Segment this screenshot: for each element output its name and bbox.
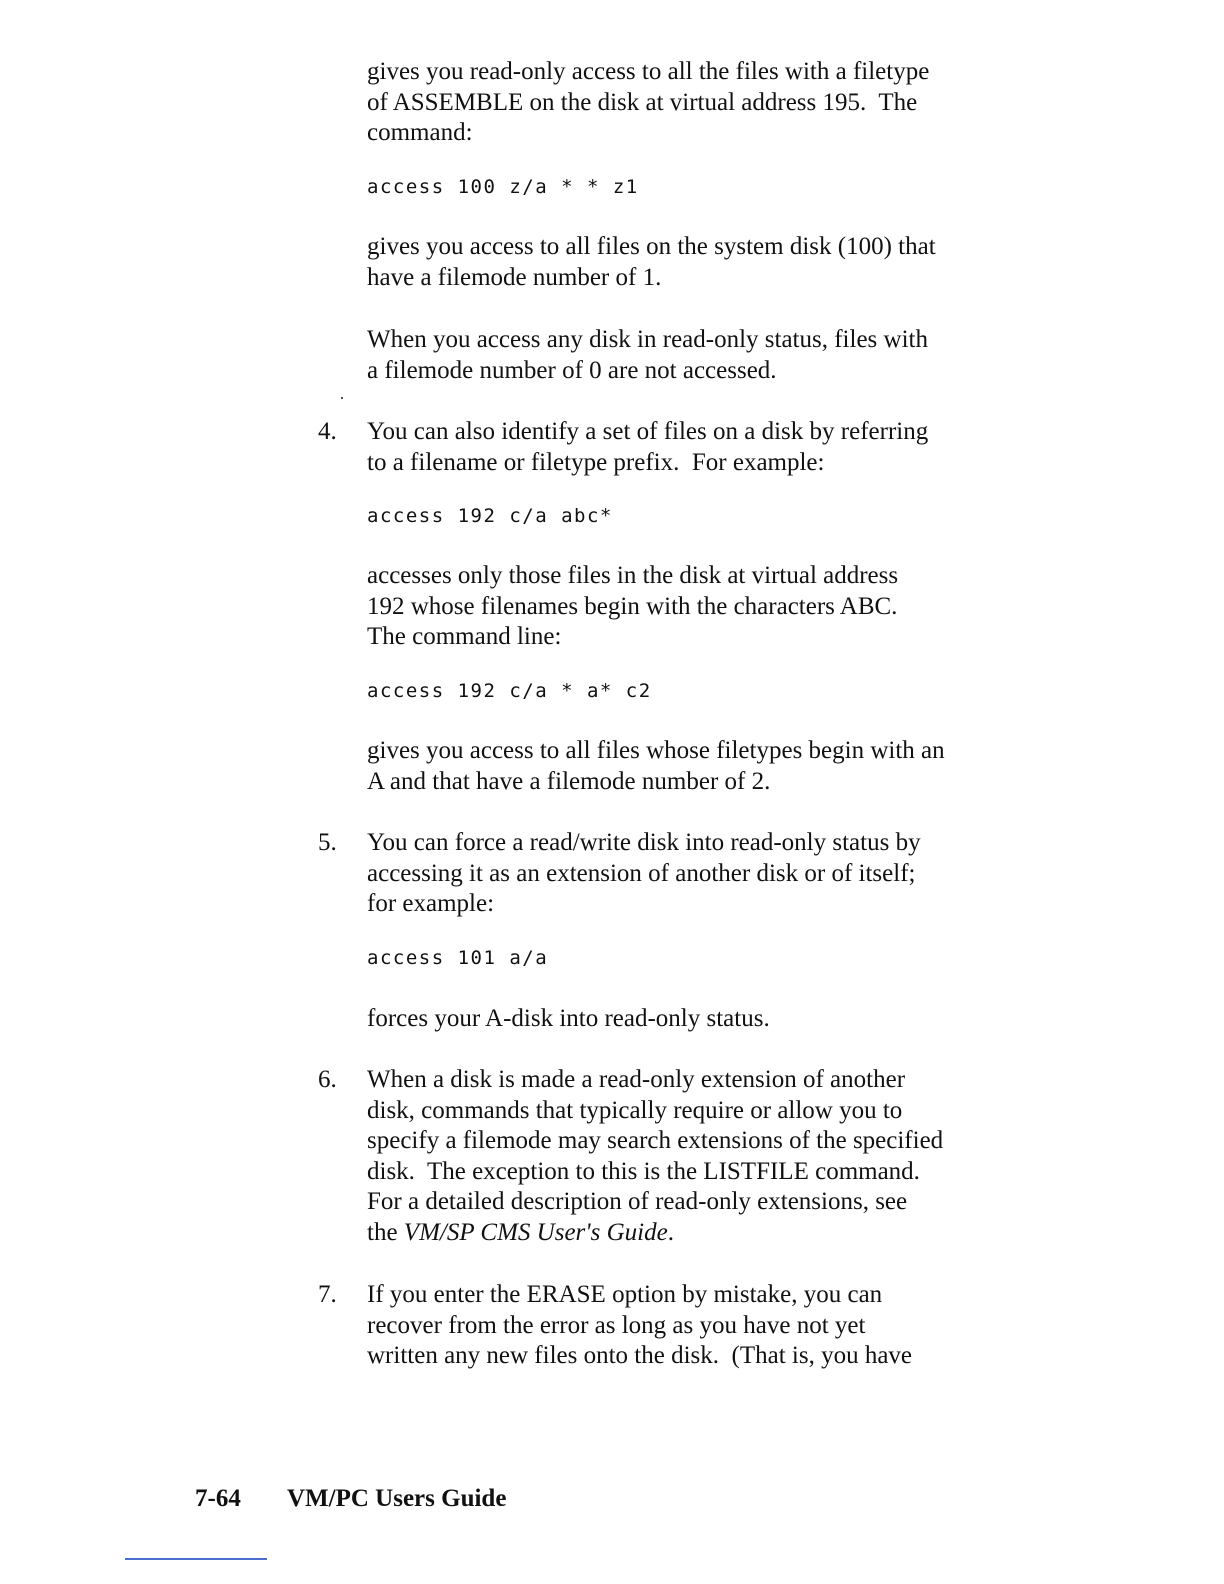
footer-rule (125, 1558, 267, 1560)
paragraph-filetype-prefix: gives you access to all files whose filetypes begin with an A and that have a filemode number of 2. (367, 737, 945, 795)
footer-title: VM/PC Users Guide (287, 1485, 507, 1512)
list-item-5-text: You can force a read/write disk into read-only status by accessing it as an extension of another disk or of itself; for example: (367, 829, 921, 918)
list-item-4-text: You can also identify a set of files on a disk by referring to a filename or filetype prefix. For example: (367, 418, 929, 476)
scan-speck (341, 397, 343, 399)
book-title-reference: VM/SP CMS User's Guide (403, 1219, 668, 1246)
list-number-4: 4. (318, 418, 337, 445)
list-item-7-text: If you enter the ERASE option by mistake, you can recover from the error as long as you have not yet written any new files onto the disk. (That is, you have (367, 1281, 913, 1370)
code-example-access-192-abc: access 192 c/a abc* (367, 505, 613, 527)
list-number-5: 5. (318, 829, 337, 856)
list-number-7: 7. (318, 1281, 337, 1308)
paragraph-a-disk-read-only: forces your A-disk into read-only status. (367, 1005, 770, 1032)
paragraph-read-only-status: When you access any disk in read-only status, files with a filemode number of 0 are not accessed. (367, 326, 928, 384)
list-item-6-text: When a disk is made a read-only extension of another disk, commands that typically require or allow you to specify a filemode may search extensions of the specified disk. The exception to this is the LISTFILE command. For a detailed description of read-only extensions, see (367, 1066, 944, 1216)
code-example-access-101: access 101 a/a (367, 947, 549, 969)
last-line-prefix: the (367, 1219, 404, 1246)
paragraph-assemble-access: gives you read-only access to all the files with a filetype of ASSEMBLE on the disk at virtual address 195. The command: (367, 58, 930, 147)
list-item-6-last-line (367, 1218, 674, 1249)
paragraph-filename-prefix: accesses only those files in the disk at virtual address 192 whose filenames begin with the characters ABC. The command line: (367, 562, 899, 651)
paragraph-system-disk: gives you access to all files on the system disk (100) that have a filemode number of 1. (367, 233, 936, 291)
last-line-suffix: . (667, 1219, 674, 1246)
code-example-access-100: access 100 z/a * * z1 (367, 176, 639, 198)
list-number-6: 6. (318, 1066, 337, 1093)
footer-page-number: 7-64 (195, 1485, 241, 1512)
code-example-access-192-a-c2: access 192 c/a * a* c2 (367, 680, 652, 702)
